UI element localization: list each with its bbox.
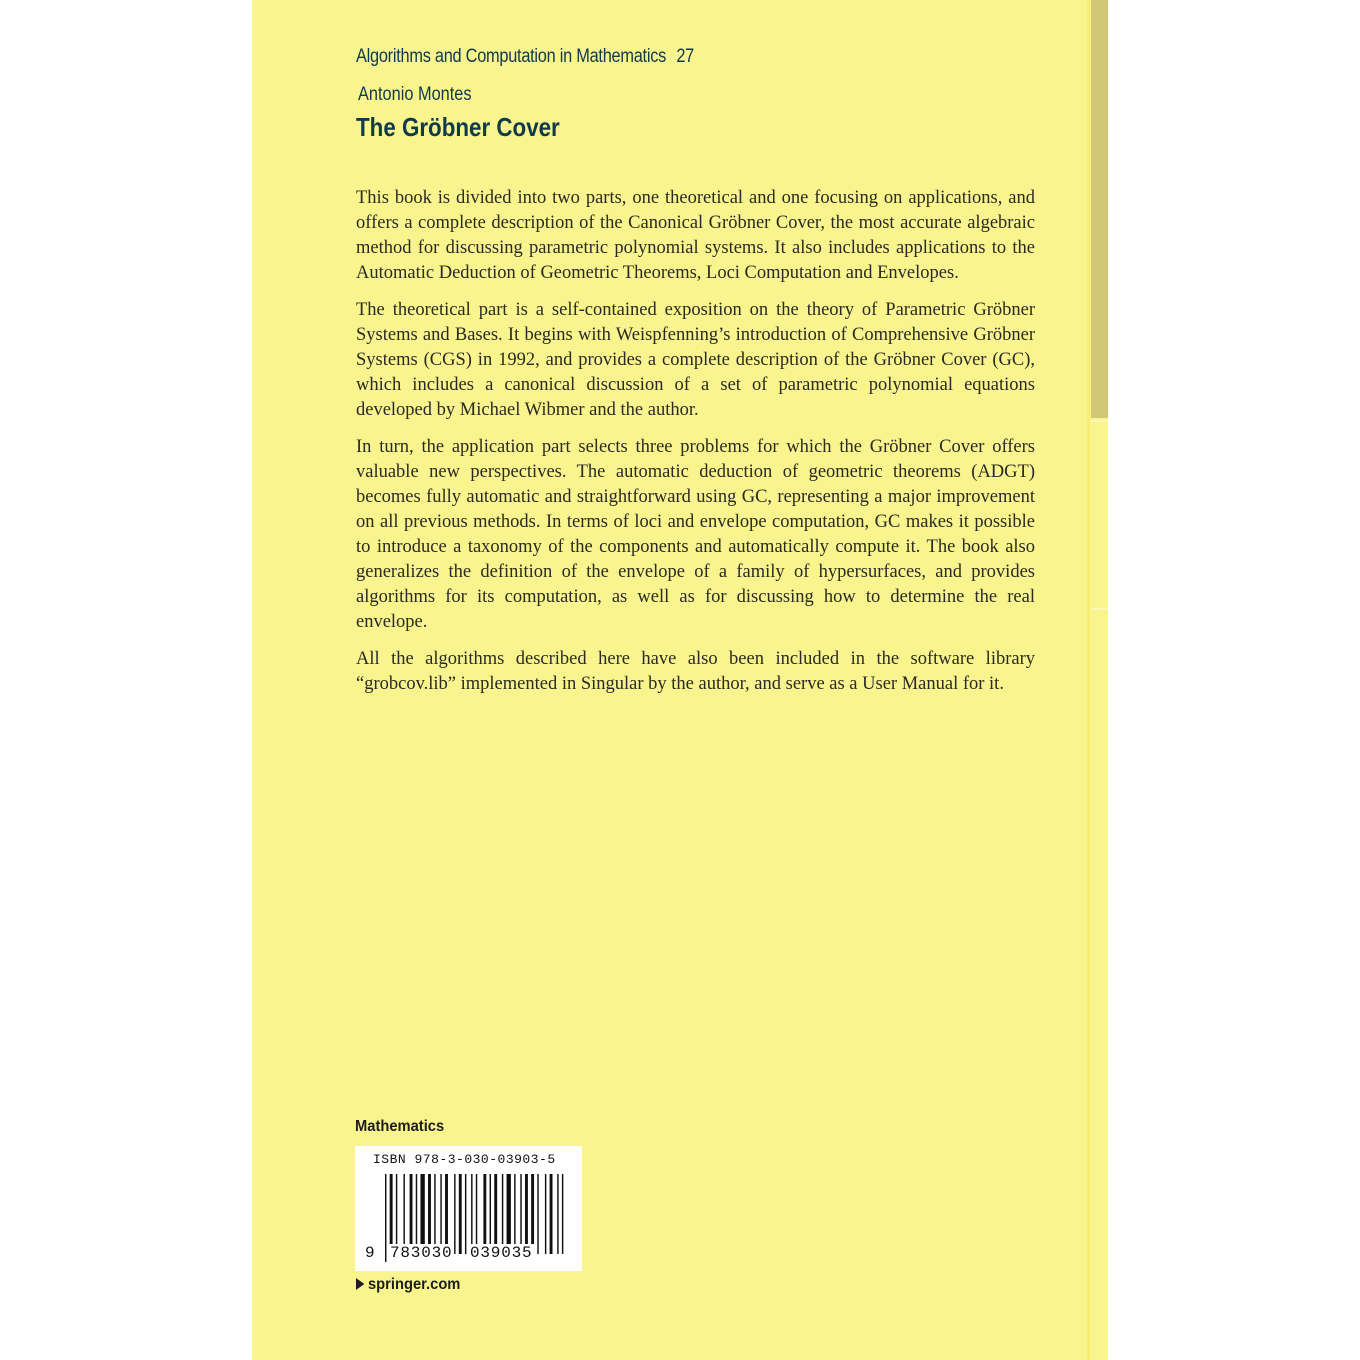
barcode-right-digits: 039035	[470, 1244, 533, 1262]
barcode-bar	[537, 1174, 538, 1254]
description-paragraph: All the algorithms described here have also been included in the software library “grobcov.lib” implemented in Singular by the author, and serve as a User Manual for it.	[356, 649, 1035, 694]
barcode-bar	[428, 1174, 431, 1254]
spine-edge	[1087, 0, 1090, 1360]
barcode-bar	[545, 1174, 546, 1254]
series-number: 27	[676, 46, 695, 67]
spine-band	[1091, 0, 1108, 418]
barcode-bar	[483, 1174, 486, 1254]
subject-category: Mathematics	[355, 1118, 445, 1135]
barcode-bar	[454, 1174, 455, 1254]
barcode-bar	[471, 1174, 472, 1254]
barcode-bar	[507, 1174, 511, 1254]
series-title	[356, 46, 694, 68]
barcode-left-digits: 783030	[390, 1244, 453, 1262]
author-name: Antonio Montes	[358, 84, 472, 105]
barcode-bar	[385, 1174, 386, 1262]
description-paragraph: This book is divided into two parts, one theoretical and one focusing on applications, and offers a complete description of the Canonical Gröbner Cover, the most accurate algebraic method for discussing parametric polynomial systems. It also includes applications to the Automatic Deduction of Geometric Theorems, Loci Computation and Envelopes.	[356, 188, 1035, 283]
barcode-bar	[403, 1174, 404, 1254]
barcode-bar	[416, 1174, 417, 1254]
book-description	[356, 186, 1035, 709]
barcode-bar	[465, 1174, 466, 1254]
description-paragraph: The theoretical part is a self-contained exposition on the theory of Parametric Gröbner Systems and Bases. It begins with Weispfenning’s introduction of Comprehensive Gröbner Systems (CGS) in 1992, and provides a complete description of the Gröbner Cover (GC), which includes a canonical discussion of a set of parametric polynomial equations developed by Michael Wibmer and the author.	[356, 300, 1035, 420]
barcode-bar	[514, 1174, 515, 1254]
triangle-arrow-icon	[356, 1278, 364, 1290]
spine-divider	[1091, 608, 1108, 610]
barcode-bar	[410, 1174, 413, 1254]
publisher-url: springer.com	[367, 1276, 461, 1293]
spine-divider	[1091, 420, 1108, 422]
isbn-barcode	[355, 1146, 582, 1271]
barcode-bar	[440, 1174, 441, 1254]
barcode-bar	[445, 1174, 448, 1254]
publisher-link[interactable]	[356, 1276, 460, 1294]
barcode-bar	[420, 1174, 424, 1254]
barcode-bar	[531, 1174, 534, 1254]
barcode-first-digit: 9	[365, 1244, 375, 1262]
barcode-bar	[476, 1174, 477, 1254]
barcode-bar	[520, 1174, 521, 1254]
barcode-bar	[525, 1174, 528, 1254]
barcode-bar	[550, 1174, 553, 1254]
book-title: The Gröbner Cover	[356, 112, 560, 142]
barcode-bar	[459, 1174, 462, 1254]
barcode-bar	[434, 1174, 435, 1254]
description-paragraph: In turn, the application part selects three problems for which the Gröbner Cover offers valuable new perspectives. The automatic deduction of geometric theorems (ADGT) becomes fully automatic and straightforward using GC, representing a major improvement on all previous methods. In terms of loci and envelope computation, GC makes it possible to introduce a taxonomy of the components and automatically compute it. The book also generalizes the definition of the envelope of a family of hypersurfaces, and provides algorithms for its computation, as well as for discussing how to determine the real envelope.	[356, 437, 1035, 632]
barcode-bar	[557, 1174, 558, 1254]
isbn-label: ISBN 978-3-030-03903-5	[373, 1152, 556, 1167]
barcode-bar	[562, 1174, 563, 1254]
series-name: Algorithms and Computation in Mathematics	[356, 46, 667, 67]
barcode-bar	[396, 1174, 397, 1254]
